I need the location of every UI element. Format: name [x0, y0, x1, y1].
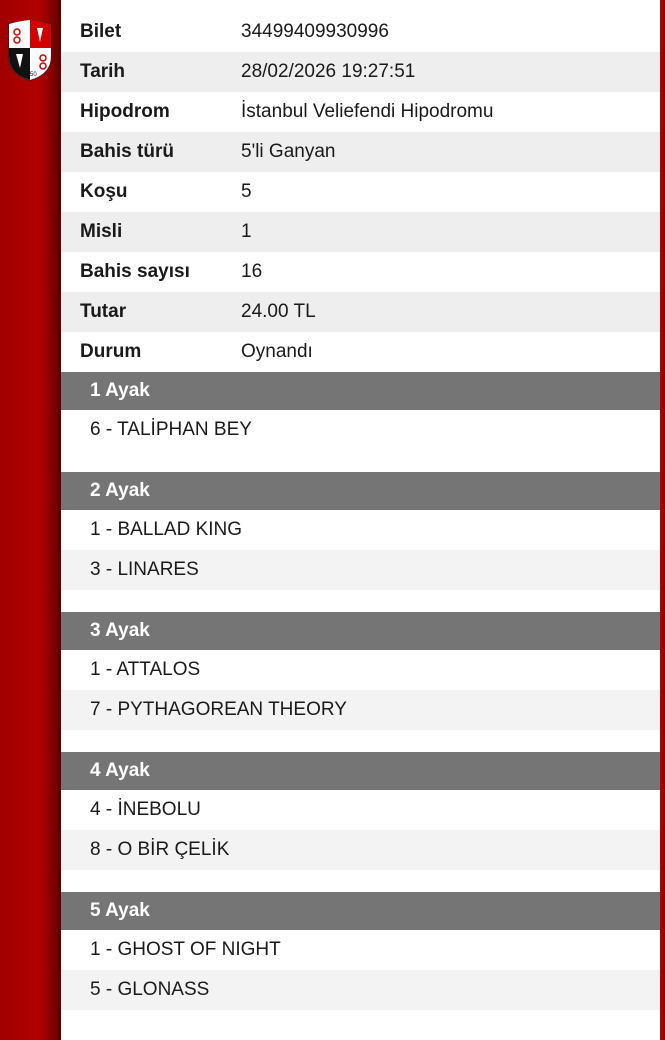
info-label: Koşu [80, 181, 128, 202]
ticket-details [61, 12, 660, 1010]
info-value: 28/02/2026 19:27:51 [241, 61, 416, 82]
horse-row: 7 - PYTHAGOREAN THEORY [61, 690, 660, 730]
horse-row: 3 - LINARES [61, 550, 660, 590]
info-row [61, 172, 660, 212]
info-label: Hipodrom [80, 101, 170, 122]
side-bar [0, 0, 61, 1040]
leg-spacer [61, 870, 660, 892]
club-logo-icon [6, 20, 54, 82]
info-label: Bahis türü [80, 141, 174, 162]
leg-header: 4 Ayak [61, 752, 660, 790]
leg-header: 2 Ayak [61, 472, 660, 510]
info-label: Bilet [80, 21, 122, 42]
leg-spacer [61, 730, 660, 752]
info-value: İstanbul Veliefendi Hipodromu [241, 101, 494, 122]
info-value: 16 [241, 261, 263, 282]
info-label: Bahis sayısı [80, 261, 190, 282]
info-row [61, 12, 660, 52]
ticket-info-table [61, 12, 660, 372]
info-value: 1 [241, 221, 252, 242]
info-value: 5'li Ganyan [241, 141, 336, 162]
info-label: Durum [80, 341, 142, 362]
info-row [61, 52, 660, 92]
info-row [61, 132, 660, 172]
info-label: Misli [80, 221, 123, 242]
info-row [61, 332, 660, 372]
info-row [61, 92, 660, 132]
leg-header: 1 Ayak [61, 372, 660, 410]
leg-header: 3 Ayak [61, 612, 660, 650]
leg-header: 5 Ayak [61, 892, 660, 930]
leg-spacer [61, 450, 660, 472]
horse-row: 6 - TALİPHAN BEY [90, 419, 252, 440]
info-value: 5 [241, 181, 252, 202]
info-row [61, 252, 660, 292]
horse-row: 8 - O BİR ÇELİK [61, 830, 660, 870]
horse-row: 4 - İNEBOLU [90, 799, 201, 820]
info-label: Tutar [80, 301, 127, 322]
horse-row: 1 - GHOST OF NIGHT [90, 939, 281, 960]
legs-list [61, 372, 660, 1010]
horse-row: 5 - GLONASS [61, 970, 660, 1010]
info-row [61, 292, 660, 332]
info-label: Tarih [80, 61, 126, 82]
logo-year: 1950 [23, 72, 37, 78]
info-value: 24.00 TL [241, 301, 316, 322]
info-value: Oynandı [241, 341, 313, 362]
right-edge-bar [660, 0, 665, 1040]
horse-row: 1 - BALLAD KING [90, 519, 243, 540]
horse-row: 1 - ATTALOS [90, 659, 201, 680]
leg-spacer [61, 590, 660, 612]
info-value: 34499409930996 [241, 21, 389, 42]
info-row [61, 212, 660, 252]
